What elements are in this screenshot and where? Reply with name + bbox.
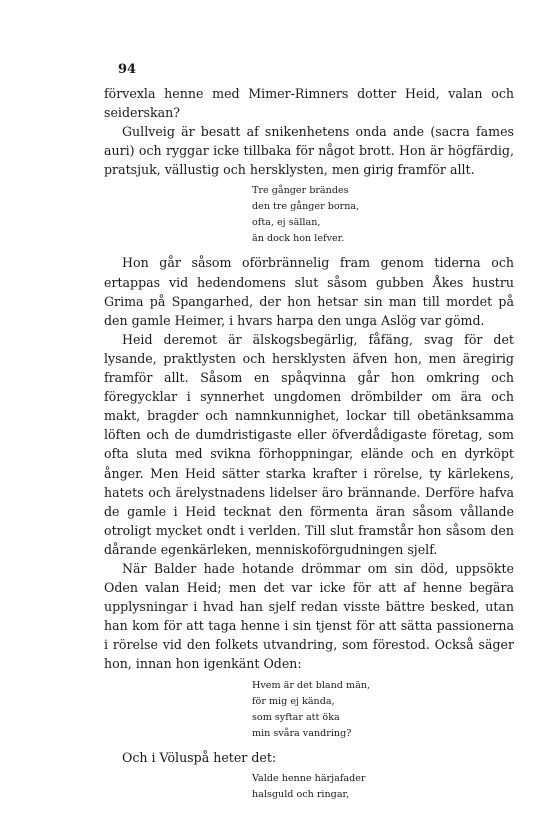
verse-line: min svåra vandring? — [252, 727, 352, 739]
paragraph-3: Hon går såsom oförbrännelig fram genom tiderna och ertappas vid hedendomens slut såsom gubben Åkes hustru Grima på Spangarhed, der hon hetsar sin man till mordet på den gamle Heimer, i hvars harpa den unga Aslög var gömd. — [104, 255, 514, 328]
verse-line: än dock hon lefver. — [252, 233, 345, 245]
page-body — [104, 84, 514, 809]
verse-line: för mig ej kända, — [252, 695, 335, 707]
verse-line: Tre gånger brändes — [252, 185, 349, 197]
paragraph-5: När Balder hade hotande drömmar om sin död, uppsökte Oden valan Heid; men det var icke för att af henne begära upplysningar i hvad han sjelf redan visste bättre besked, utan han kom för att taga henne i sin tjenst för att sätta passionerna i rörelse vid den folkets utvandring, som förestod. Också säger hon, innan hon igenkänt Oden: — [104, 560, 514, 672]
verse-line: den tre gånger borna, — [252, 201, 360, 213]
paragraph-4: Heid deremot är älskogsbegärlig, fåfäng, svag för det lysande, praktlysten och hersklysten äfven hon, men äregirig framför allt. Såsom en spåqvinna går hon omkring och föregycklar i synnerhet ungdomen drömbilder om ära och makt, bragder och namnkunnighet, lockar till obetänksamma löften och de dumdristigaste eller öfverdådigaste företag, som ofta sluta med svikna förhoppningar, elände och en dyrköpt ånger. Men Heid sätter starka krafter i rörelse, ty kärlekens, hatets och ärelystnadens lidelser äro brännande. Derföre hafva de gamle i Heid tecknat den förmenta äran såsom vållande otroligt mycket ondt i verlden. Till slut framstår hon såsom den dårande egenkärleken, menniskoförgudningen sjelf. — [104, 331, 514, 557]
verse-line: ofta, ej sällan, — [252, 217, 321, 229]
paragraph-6: Och i Völuspå heter det: — [122, 749, 277, 765]
page-number: 94 — [118, 62, 137, 77]
verse-line: Hvem är det bland män, — [252, 679, 371, 691]
paragraph-1: förvexla henne med Mimer-Rimners dotter Heid, valan och seiderskan? — [104, 86, 514, 121]
verse-block-3 — [104, 771, 514, 803]
verse-block-1 — [104, 183, 514, 247]
verse-line: halsguld och ringar, — [252, 788, 350, 800]
paragraph-2: Gullveig är besatt af snikenhetens onda ande (sacra fames auri) och ryggar icke tillbaka för något brott. Hon är högfärdig, pratsjuk, vällustig och hersklysten, men girig framför allt. — [104, 124, 514, 178]
verse-block-2 — [104, 678, 514, 742]
verse-line: som syftar att öka — [252, 711, 340, 723]
verse-line: Valde henne härjafader — [252, 772, 366, 784]
